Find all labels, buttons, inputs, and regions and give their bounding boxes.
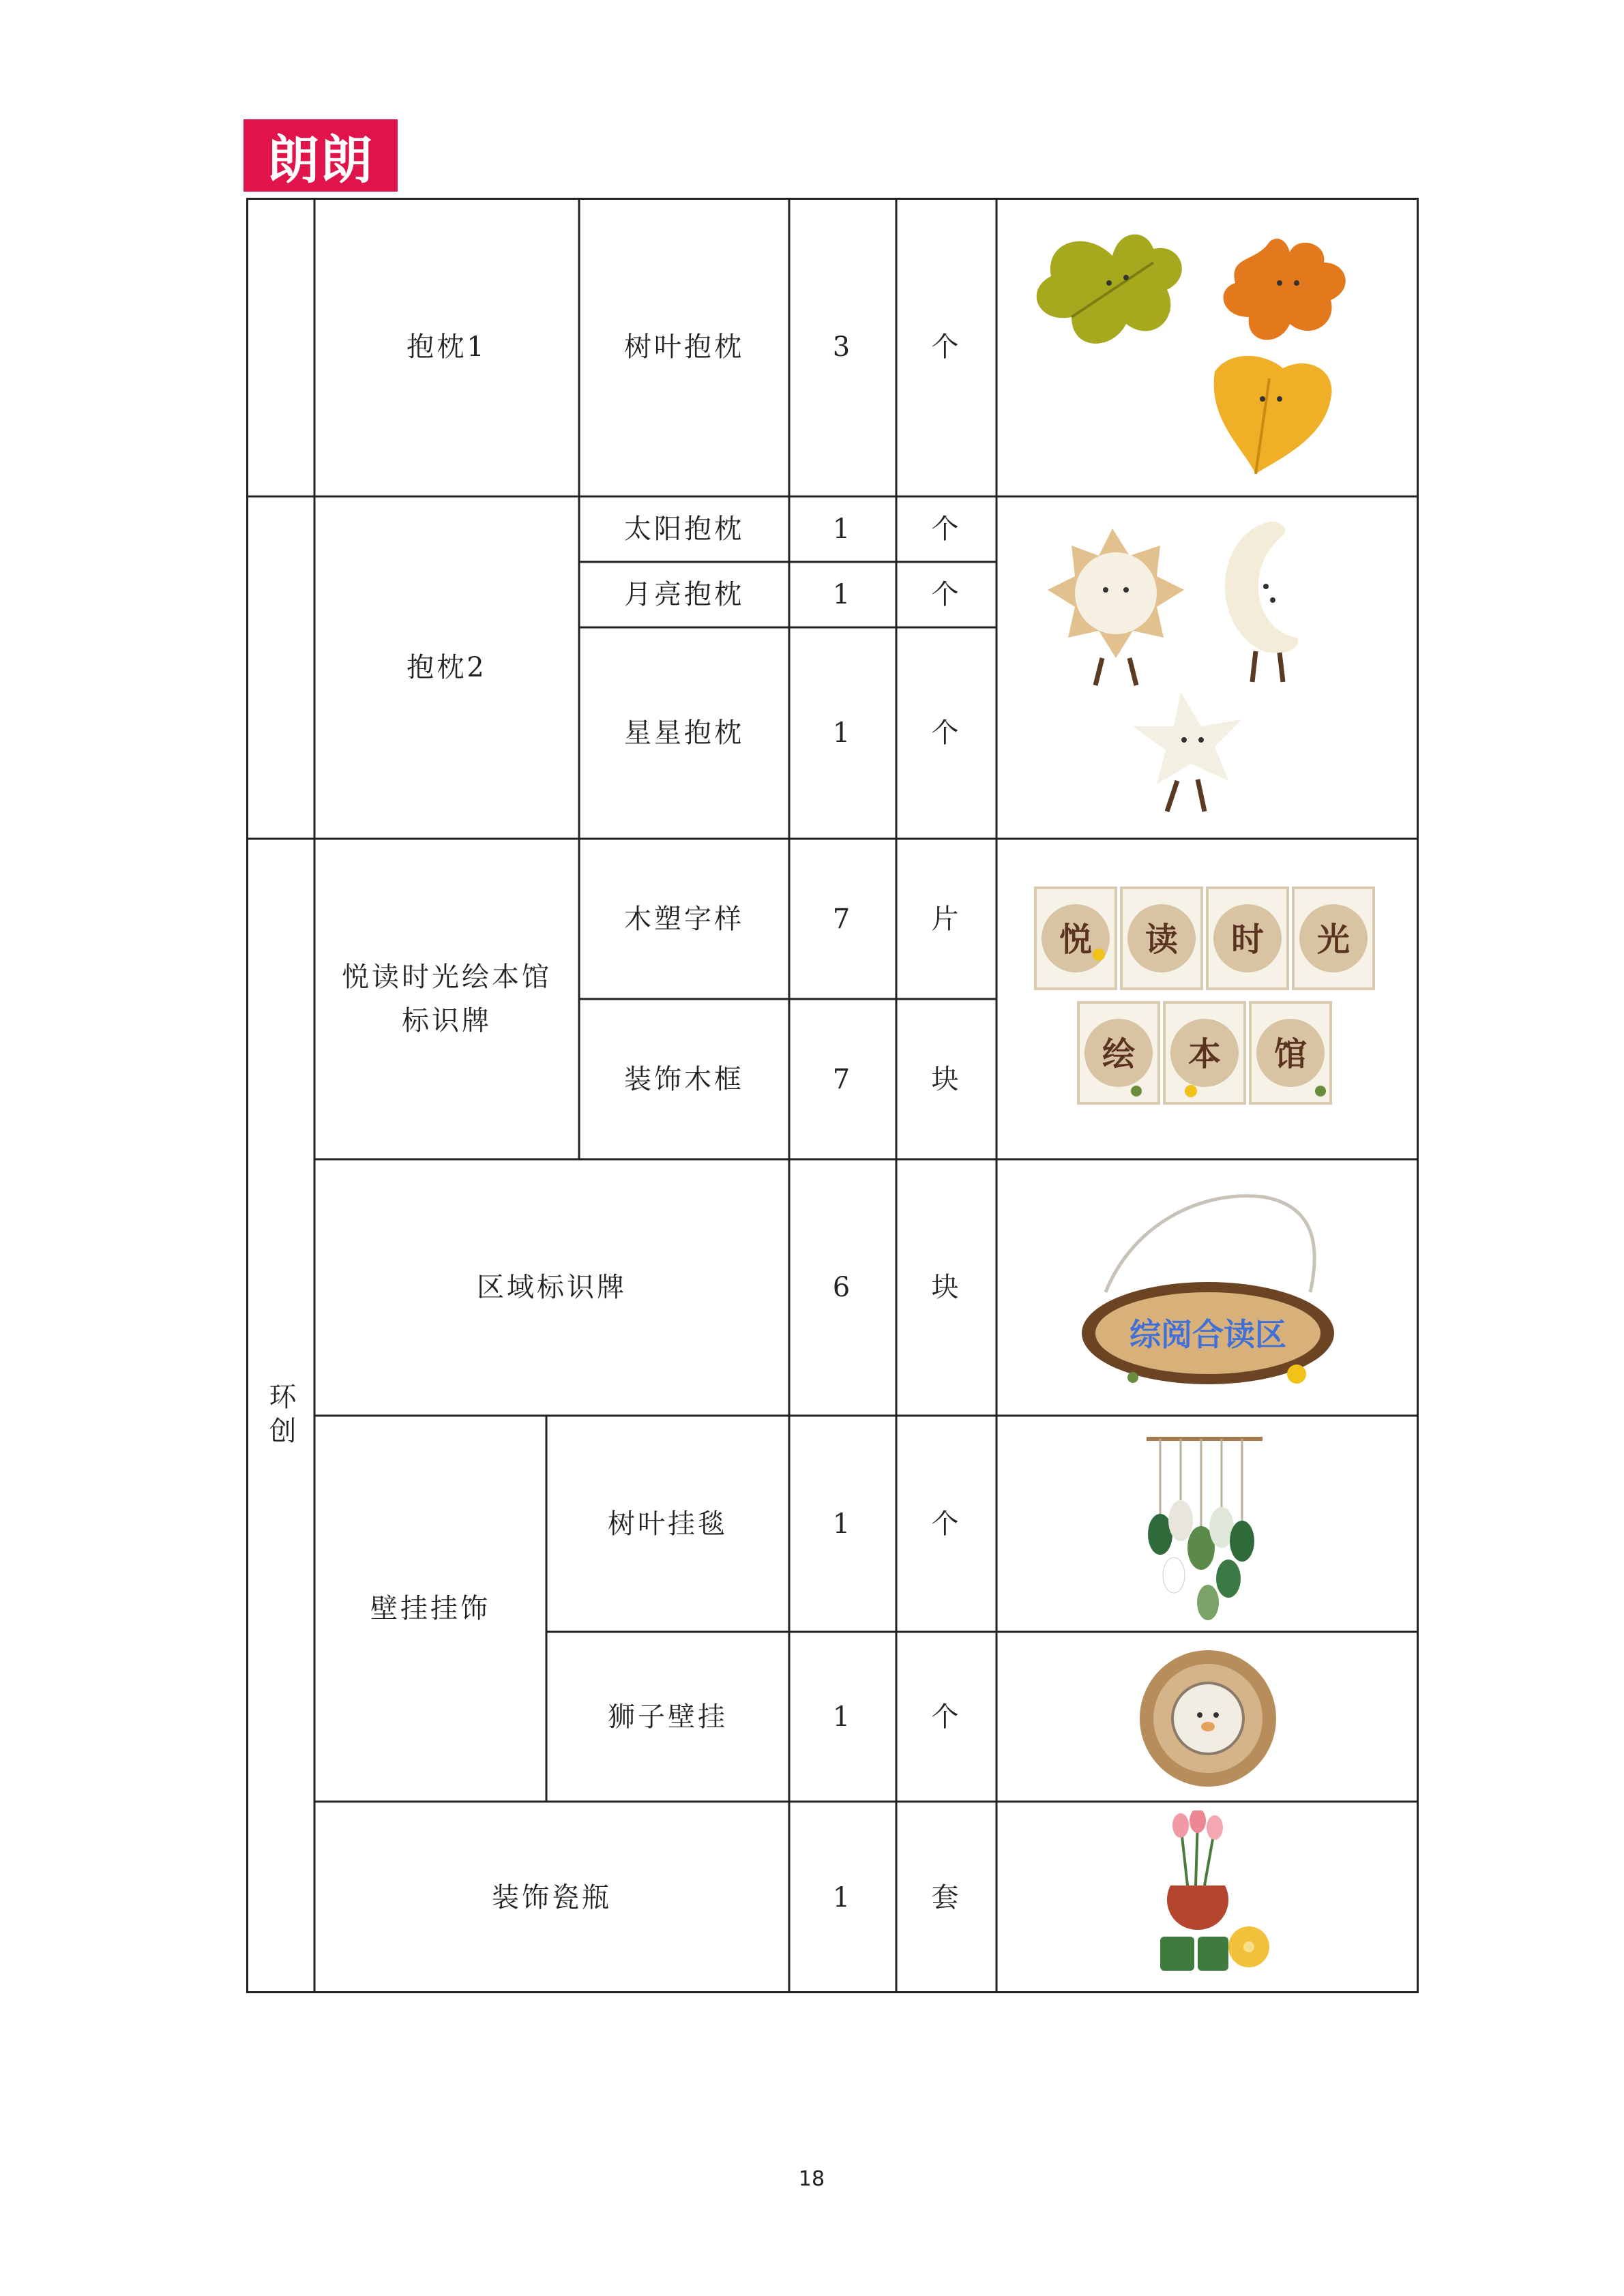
- row1-name: 抱枕1: [407, 331, 487, 363]
- row3-qty-letters: 7: [832, 903, 853, 935]
- row2-item-sun: 太阳抱枕: [624, 513, 744, 545]
- row1-item: 树叶抱枕: [624, 331, 744, 363]
- row5-unit-leaf-tapestry: 个: [931, 1508, 962, 1540]
- row2-qty-moon: 1: [832, 579, 853, 610]
- sign-char-6: 本: [1187, 1035, 1222, 1073]
- row5-name: 壁挂挂饰: [370, 1593, 490, 1624]
- row1-unit: 个: [931, 331, 962, 363]
- row2-qty-sun: 1: [832, 513, 853, 545]
- row6-unit: 套: [931, 1881, 962, 1913]
- row2-qty-star: 1: [832, 717, 853, 749]
- row4-qty: 6: [832, 1272, 853, 1303]
- row2-item-moon: 月亮抱枕: [624, 579, 744, 610]
- brand-logo: 朗朗: [243, 119, 398, 192]
- sign-char-5: 绘: [1102, 1035, 1136, 1073]
- row1-qty: 3: [832, 331, 853, 363]
- materials-table: [246, 198, 1419, 1993]
- reading-sign-frames-icon: [1034, 886, 1382, 1112]
- row3-unit-letters: 片: [931, 903, 962, 935]
- sign-char-4: 光: [1316, 921, 1350, 959]
- row3-name: [314, 839, 579, 1159]
- row3-item-letters: 木塑字样: [624, 903, 744, 935]
- row5-qty-lion: 1: [832, 1701, 853, 1733]
- leaf-pillows-icon: [1010, 215, 1406, 481]
- row2-unit-moon: 个: [931, 579, 962, 610]
- row3-name-line1: 悦读时光绘本馆: [342, 961, 552, 993]
- row2-item-star: 星星抱枕: [624, 717, 744, 749]
- row3-qty-frames: 7: [832, 1063, 853, 1095]
- sign-char-7: 馆: [1273, 1035, 1308, 1073]
- area-sign-text: 综阅合读区: [1130, 1316, 1286, 1353]
- hanging-wood-sign-icon: [1078, 1169, 1338, 1401]
- row6-name: 装饰瓷瓶: [492, 1881, 612, 1913]
- sign-char-2: 读: [1145, 921, 1179, 959]
- wall-hangings-icon: [1126, 1425, 1290, 1793]
- row2-unit-sun: 个: [931, 513, 962, 545]
- row4-unit: 块: [931, 1272, 962, 1303]
- row2-unit-star: 个: [931, 717, 962, 749]
- row5-unit-lion: 个: [931, 1701, 962, 1733]
- row3-unit-frames: 块: [931, 1063, 962, 1095]
- category-cell: [246, 839, 314, 1993]
- row5-qty-leaf-tapestry: 1: [832, 1508, 853, 1540]
- row5-item-lion: 狮子壁挂: [608, 1701, 728, 1733]
- row3-item-frames: 装饰木框: [624, 1063, 744, 1095]
- page-number: 18: [798, 2167, 825, 2191]
- category-label: 环创: [265, 1382, 296, 1450]
- row5-item-leaf-tapestry: 树叶挂毯: [608, 1508, 728, 1540]
- row4-name: 区域标识牌: [477, 1272, 627, 1303]
- sun-moon-star-pillows-icon: [1010, 508, 1406, 829]
- ceramic-vase-icon: [1140, 1810, 1276, 1981]
- row3-name-line2: 标识牌: [402, 1005, 492, 1037]
- sign-char-3: 时: [1230, 921, 1265, 959]
- sign-char-1: 悦: [1059, 921, 1093, 959]
- row2-name: 抱枕2: [407, 652, 487, 683]
- row6-qty: 1: [832, 1881, 853, 1913]
